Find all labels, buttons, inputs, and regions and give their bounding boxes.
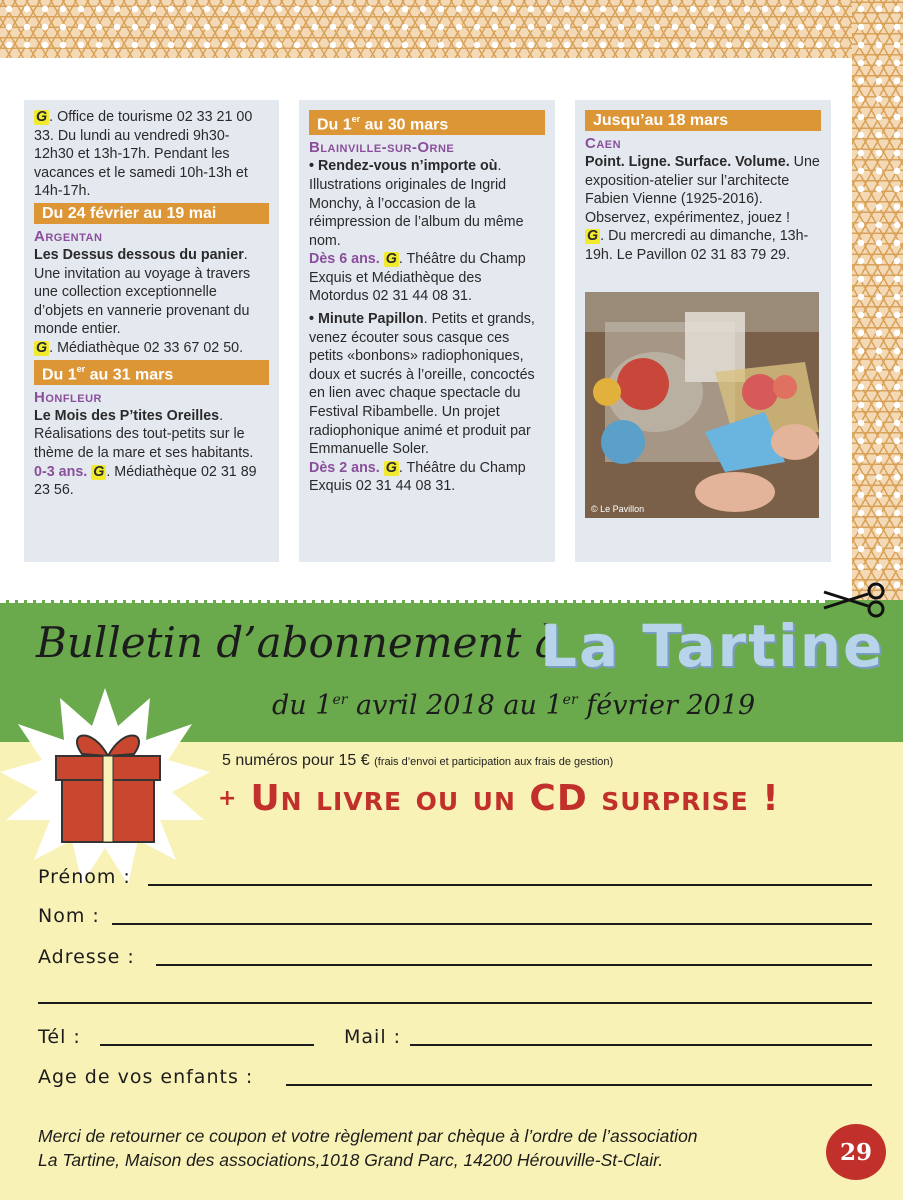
photo-credit: © Le Pavillon <box>591 504 645 514</box>
la-tartine-logo: La Tartine <box>540 612 885 680</box>
return-instructions: Merci de retourner ce coupon et votre règlement par chèque à l’ordre de l’association La Tartine, Maison des associations,1018 Grand Parc, 14200 Hérouville-St-Clair. <box>38 1126 698 1170</box>
event-description: • Minute Papillon. Petits et grands, venez écouter sous casque ces petits «bonbons» radiophoniques, doux et sucrés à l’oreille, concoctés en lien avec chaque spectacle du Festival Ribambelle. Un projet radiophonique animé et produit par Emmanuelle Soler. <box>309 311 535 458</box>
decorative-pattern-right <box>852 0 903 600</box>
nom-label: Nom : <box>38 905 100 927</box>
age-label: 0-3 ans. <box>34 463 88 480</box>
exhibition-photo <box>585 292 819 518</box>
tel-label: Tél : <box>38 1026 81 1048</box>
origami-photo-illustration <box>585 292 819 518</box>
age-label: Dès 6 ans. <box>309 251 380 268</box>
bonus-offer: + Un livre ou un CD surprise ! <box>218 778 780 819</box>
age-enfants-field[interactable] <box>286 1084 872 1086</box>
gift-icon <box>52 726 164 844</box>
event-info: Dès 2 ans. G . Théâtre du Champ Exquis 02 31 44 08 31. <box>309 459 526 495</box>
event-info: Dès 6 ans. G . Théâtre du Champ Exquis et Médiathèque des Motordus 02 31 44 08 31. <box>309 251 526 305</box>
event-title: Les Dessus dessous du panier <box>34 246 244 263</box>
free-badge: G <box>36 339 48 356</box>
event-title: Le Mois des P’tites Oreilles <box>34 407 220 424</box>
event-title: • Minute Papillon <box>309 311 424 328</box>
age-enfants-label: Age de vos enfants : <box>38 1066 254 1088</box>
free-badge: G <box>385 251 397 268</box>
agenda-column-1 <box>24 100 279 562</box>
event-description: Point. Ligne. Surface. Volume. Une exposition-atelier sur l’architecte Fabien Vienne (1925-2016). Observez, expérimentez, jouez ! <box>585 154 820 226</box>
tel-field[interactable] <box>100 1044 314 1046</box>
event-info: 0-3 ans. G . Médiathèque 02 31 89 23 56. <box>34 463 257 499</box>
place-name: Blainville-sur-Orne <box>309 139 455 157</box>
decorative-pattern-top <box>0 0 903 58</box>
free-badge: G <box>587 228 599 245</box>
adresse-field[interactable] <box>156 964 872 966</box>
offer-line: 5 numéros pour 15 € (frais d’envoi et participation aux frais de gestion) <box>222 752 614 769</box>
page-number: 29 <box>826 1124 886 1180</box>
mail-field[interactable] <box>410 1044 872 1046</box>
date-band: Jusqu’au 18 mars <box>585 110 821 131</box>
place-name: Argentan <box>34 227 103 245</box>
tourism-office-info: G . Office de tourisme 02 33 21 00 33. Du lundi au vendredi 9h30-12h30 et 13h-17h. Pendant les vacances et le samedi 10h-13h et 14h-17h. <box>34 109 253 200</box>
agenda-column-2 <box>299 100 555 562</box>
subscription-title: Bulletin d’abonnement à <box>36 618 560 667</box>
mail-label: Mail : <box>344 1026 402 1048</box>
date-band: Du 1er au 30 mars <box>309 110 545 135</box>
event-description: Les Dessus dessous du panier. Une invitation au voyage à travers une collection exceptionnelle d’objets en vannerie provenant du monde entier. <box>34 246 251 338</box>
prenom-label: Prénom : <box>38 866 131 888</box>
date-band: Du 24 février au 19 mai <box>34 203 269 224</box>
prenom-field[interactable] <box>148 884 872 886</box>
adresse-field-line-2[interactable] <box>38 1002 872 1004</box>
free-badge: G <box>385 459 397 476</box>
place-name: Caen <box>585 135 622 152</box>
event-title: • Rendez-vous n’importe où <box>309 158 498 175</box>
subscription-period: du 1er avril 2018 au 1er février 2019 <box>272 690 756 721</box>
adresse-label: Adresse : <box>38 946 135 968</box>
event-title: Point. Ligne. Surface. Volume. <box>585 154 790 170</box>
place-name: Honfleur <box>34 388 102 406</box>
event-info: G . Du mercredi au dimanche, 13h-19h. Le Pavillon 02 31 83 79 29. <box>585 228 809 263</box>
event-info: G . Médiathèque 02 33 67 02 50. <box>36 339 244 356</box>
event-description: Le Mois des P’tites Oreilles. Réalisations des tout-petits sur le thème de la mare et ses habitants. <box>34 407 254 462</box>
event-description: • Rendez-vous n’importe où. Illustrations originales de Ingrid Monchy, à l’occasion de la réimpression de l’album du même nom. <box>309 158 524 249</box>
free-badge: G <box>93 463 105 480</box>
free-badge: G <box>36 109 48 125</box>
cut-line <box>0 600 825 603</box>
date-band: Du 1er au 31 mars <box>34 360 269 385</box>
age-label: Dès 2 ans. <box>309 459 380 476</box>
nom-field[interactable] <box>112 923 872 925</box>
